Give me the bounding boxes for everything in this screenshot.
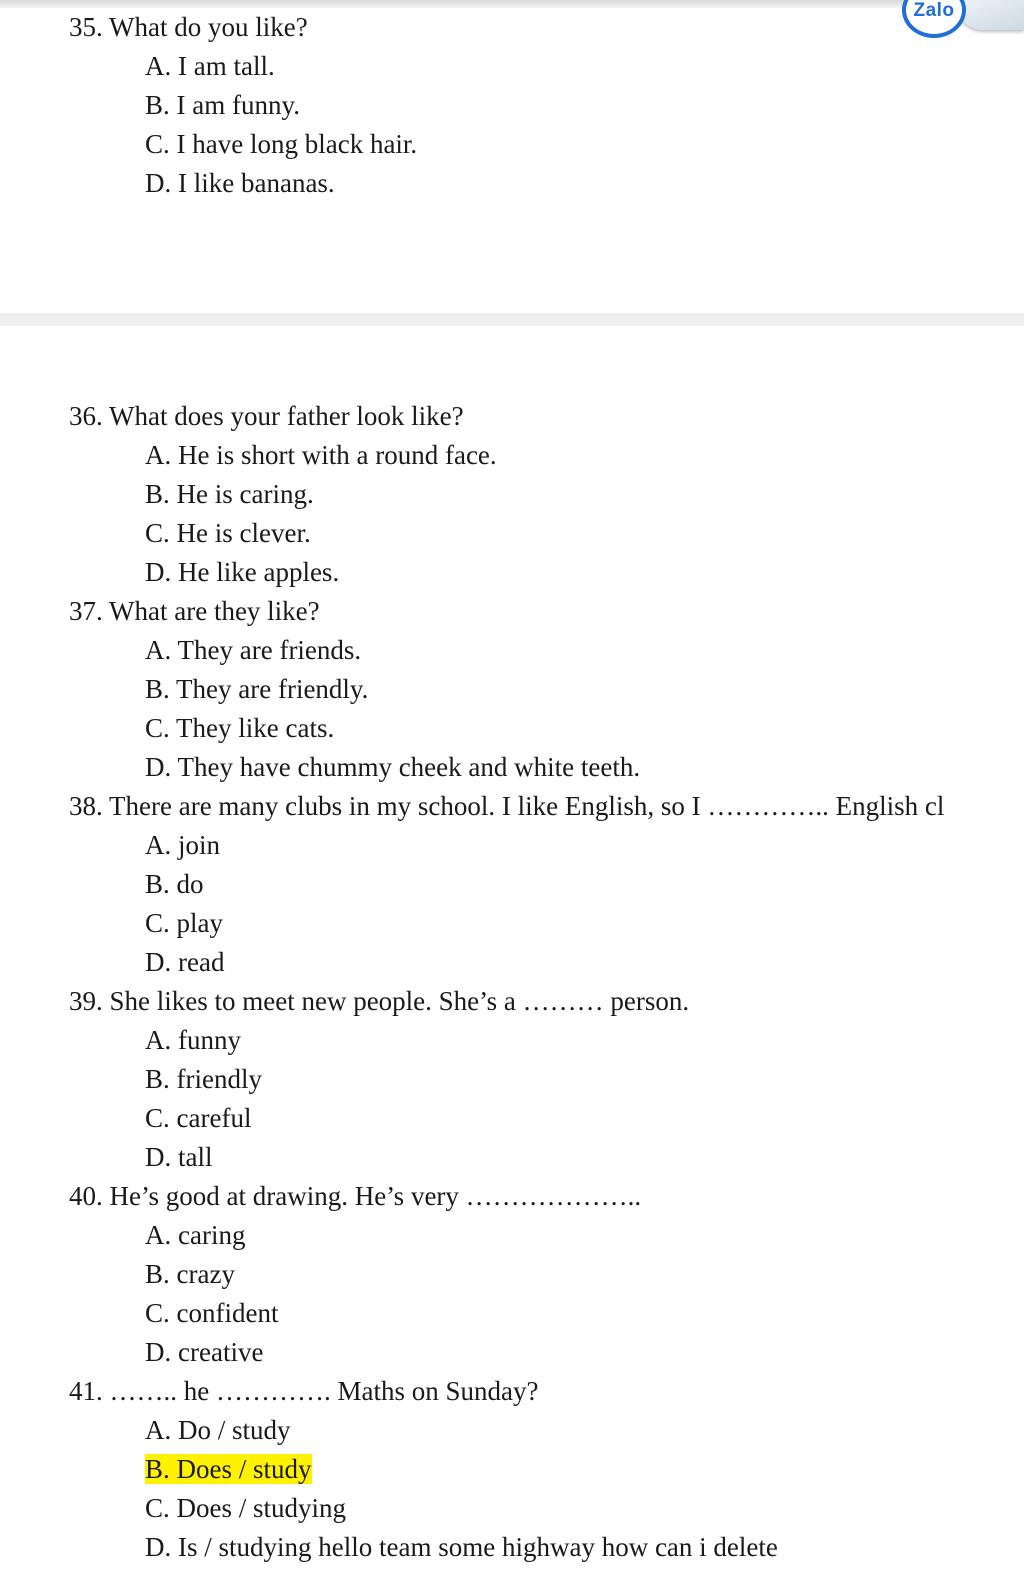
question-41: 41. …….. he …………. Maths on Sunday? xyxy=(69,1376,539,1406)
option-41-a: A. Do / study xyxy=(145,1415,291,1445)
question-40: 40. He’s good at drawing. He’s very ……………….. xyxy=(69,1181,642,1211)
page-break xyxy=(0,313,1024,326)
option-38-c: C. play xyxy=(145,908,223,938)
option-38-a: A. join xyxy=(145,830,221,860)
option-41-d: D. Is / studying hello team some highway how can i delete xyxy=(145,1532,778,1562)
option-35-d: D. I like bananas. xyxy=(145,168,335,198)
option-41-b xyxy=(0,1450,1024,1489)
option-37-b: B. They are friendly. xyxy=(145,674,369,704)
option-36-d: D. He like apples. xyxy=(145,557,340,587)
question-37: 37. What are they like? xyxy=(69,596,320,626)
page-section-2 xyxy=(0,397,1024,1567)
option-35-a: A. I am tall. xyxy=(145,51,275,81)
question-36: 36. What does your father look like? xyxy=(69,401,464,431)
zalo-logo-text: Zalo xyxy=(913,0,955,21)
option-35-b: B. I am funny. xyxy=(145,90,300,120)
option-40-b: B. crazy xyxy=(145,1259,235,1289)
option-36-c: C. He is clever. xyxy=(145,518,311,548)
option-36-b: B. He is caring. xyxy=(145,479,314,509)
option-38-d: D. read xyxy=(145,947,225,977)
question-38: 38. There are many clubs in my school. I like English, so I ………….. English cl xyxy=(69,791,945,821)
option-39-c: C. careful xyxy=(145,1103,252,1133)
option-41-c: C. Does / studying xyxy=(145,1493,347,1523)
option-35-c: C. I have long black hair. xyxy=(145,129,418,159)
option-40-c: C. confident xyxy=(145,1298,279,1328)
top-divider xyxy=(0,0,1024,8)
question-39: 39. She likes to meet new people. She’s a ……… person. xyxy=(69,986,690,1016)
page-section-1 xyxy=(0,8,1024,203)
option-40-d: D. creative xyxy=(145,1337,264,1367)
highlighted-answer: B. Does / study xyxy=(145,1454,312,1484)
option-39-b: B. friendly xyxy=(145,1064,262,1094)
option-37-c: C. They like cats. xyxy=(145,713,335,743)
option-36-a: A. He is short with a round face. xyxy=(145,440,497,470)
option-39-d: D. tall xyxy=(145,1142,213,1172)
question-35: 35. What do you like? xyxy=(69,12,308,42)
option-37-d: D. They have chummy cheek and white teeth. xyxy=(145,752,641,782)
option-40-a: A. caring xyxy=(145,1220,246,1250)
option-37-a: A. They are friends. xyxy=(145,635,362,665)
option-38-b: B. do xyxy=(145,869,204,899)
option-39-a: A. funny xyxy=(145,1025,241,1055)
